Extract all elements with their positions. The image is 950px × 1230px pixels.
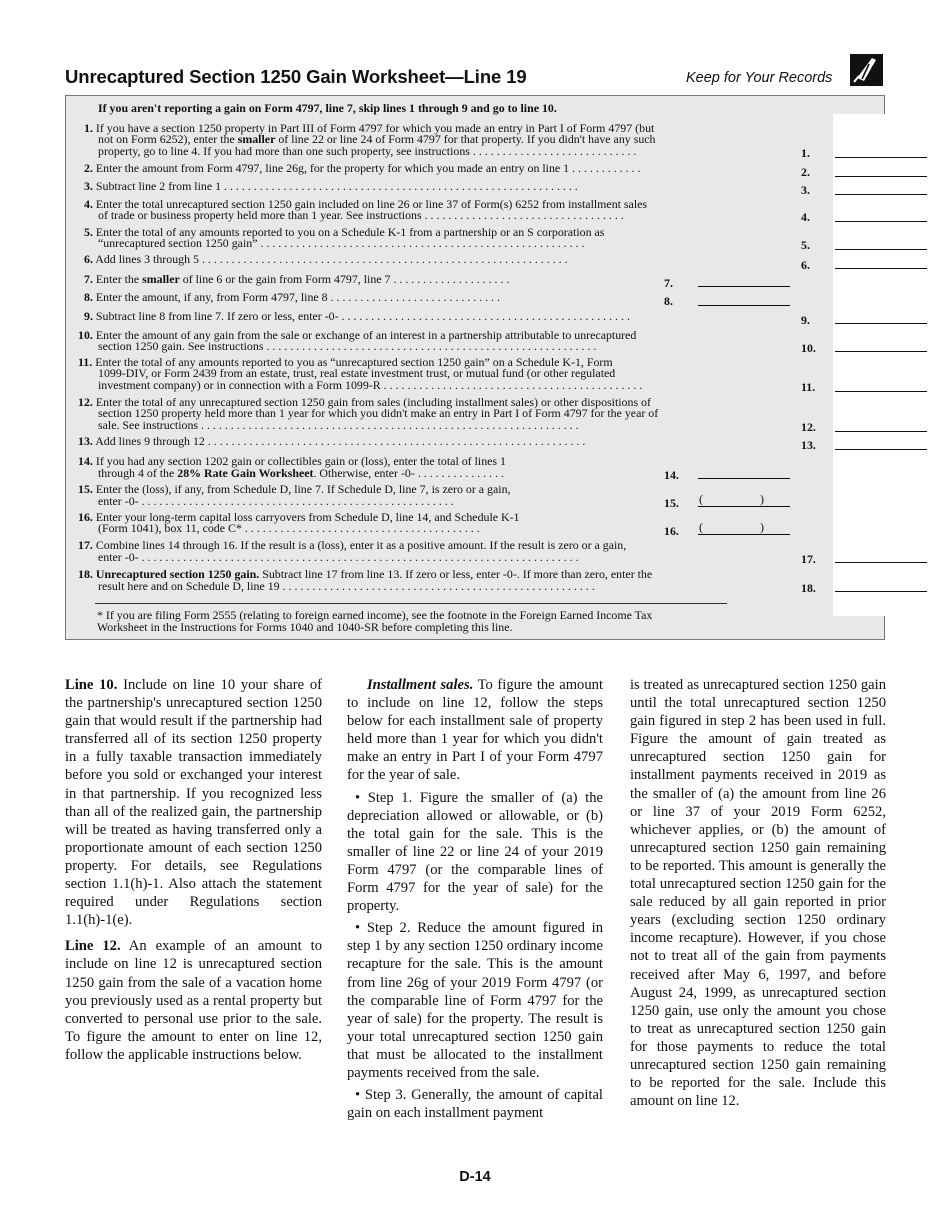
line-5-text: 5. Enter the total of any amounts reported to you on a Schedule K-1 from a partnership or an S corporation as (84, 225, 605, 239)
line-15-label: 15. (664, 496, 679, 510)
line-16-input-line (698, 534, 790, 535)
line-11-text-c: investment company) or in connection with a Form 1099-R . . . . . . . . . . . . . . . . . . . . . . . . . . . . . . . . . . . . . . . . . . . . (98, 378, 643, 392)
line-2-label: 2. (801, 165, 810, 179)
paragraph-step-3: • Step 3. Generally, the amount of capital gain on each installment payment (347, 1087, 603, 1122)
line-11-text-b: 1099-DIV, or Form 2439 from an estate, trust, real estate investment trust, or mutual fund (or other regulated (98, 366, 616, 380)
worksheet-footnote: * If you are filing Form 2555 (relating to foreign earned income), see the footnote in the Foreign Earned Income Tax Worksheet in the Instructions for Forms 1040 and 1040-SR before completing this line. (97, 608, 653, 634)
line-11-label: 11. (801, 380, 816, 394)
line-9-text: 9. Subtract line 8 from line 7. If zero or less, enter -0- . . . . . . . . . . . . . . . . . . . . . . . . . . . . . . . . . . . . . . . . . . . . . . . . . (84, 309, 630, 323)
keep-records-label: Keep for Your Records (686, 70, 833, 86)
paragraph-step-2: • Step 2. Reduce the amount figured in step 1 by any section 1250 ordinary income recapture for the sale. This is the amount from line 26g of your 2019 Form 4797 (or the comparable line of Form 4797 for the year of sale) for the property. The result is your total unrecaptured section 1250 gain that must be allocated to the installment payments received from the sale. (347, 920, 603, 1081)
amount-column (833, 114, 929, 616)
line-3-text: 3. Subtract line 2 from line 1 . . . . . . . . . . . . . . . . . . . . . . . . . . . . . . . . . . . . . . . . . . . . . . . . . . . . . . . . . . . . (84, 179, 578, 193)
line-18-text-b: result here and on Schedule D, line 19 . . . . . . . . . . . . . . . . . . . . . . . . . . . . . . . . . . . . . . . . . . . . . . . . . . . . . (98, 579, 595, 593)
line-16-text: 16. Enter your long-term capital loss carryovers from Schedule D, line 14, and Schedule K-1 (78, 510, 520, 524)
line-4-label: 4. (801, 210, 810, 224)
line-11-input[interactable] (835, 391, 927, 392)
line-11-text: 11. Enter the total of any amounts reported to you as “unrecaptured section 1250 gain” on a Schedule K-1, Form (78, 355, 613, 369)
line-3-input[interactable] (835, 194, 927, 195)
line-18-text: 18. Unrecaptured section 1250 gain. Subtract line 17 from line 13. If zero or less, enter -0-. If more than zero, enter the (78, 567, 653, 581)
line-16-text-b: (Form 1041), box 11, code C* . . . . . . . . . . . . . . . . . . . . . . . . . . . . . . . . . . . . . . . . (98, 521, 480, 535)
line-7-text: 7. Enter the smaller of line 6 or the gain from Form 4797, line 7 . . . . . . . . . . . . . . . . . . . . (84, 272, 510, 286)
line-10-text: 10. Enter the amount of any gain from the sale or exchange of an interest in a partnership attributable to unrecaptured (78, 328, 637, 342)
line-15-text: 15. Enter the (loss), if any, from Schedule D, line 7. If Schedule D, line 7, is zero or a gain, (78, 482, 511, 496)
line-7-label: 7. (664, 276, 673, 290)
line-14-label: 14. (664, 468, 679, 482)
line-8-input[interactable] (698, 305, 790, 306)
line-15-text-b: enter -0- . . . . . . . . . . . . . . . . . . . . . . . . . . . . . . . . . . . . . . . . . . . . . . . . . . . . . (98, 494, 454, 508)
line-17-text: 17. Combine lines 14 through 16. If the result is a (loss), enter it as a positive amount. If the result is zero or a gain, (78, 538, 627, 552)
worksheet-box: If you aren't reporting a gain on Form 4797, line 7, skip lines 1 through 9 and go to line 10. 1. If you have a section 1250 property in Part III of Form 4797 for which you made an entry in Part I of Form 4797 (but not on Form 6252), enter the smaller of line 22 or line 24 of Form 4797 for that property. If you didn't have any such property, go to line 4. If you had more than one such property, see instructions . . . . . . . . . . . . . . . . . . . . . . . . . . . . 1. 2. Enter the amount from Form 4797, line 26g, for the property for which you made an entry on line 1 . . . . . . . . . . . . 2. 3. Subtract line 2 from line 1 . . . . . . . . . . . . . . . . . . . . . . . . . . . . . . . . . . . . . . . . . . . . . . . . . . . . . . . . . . . . 3. 4. Enter the total unrecaptured section 1250 gain included on line 26 or line 37 of Form(s) 6252 from installment sales of trade or business property held more than 1 year. See instructions . . . . . . . . . . . . . . . . . . . . . . . . . . . . . . . . . . 4. 5. Enter the total of any amounts reported to you on a Schedule K-1 from a partnership or an S corporation as “unrecaptured section 1250 gain” . . . . . . . . . . . . . . . . . . . . . . . . . . . . . . . . . . . . . . . . . . . . . . . . . . . . . . . 5. 6. Add lines 3 through 5 . . . . . . . . . . . . . . . . . . . . . . . . . . . . . . . . . . . . . . . . . . . . . . . . . . . . . . . . . . . . . . 6. 7. Enter the smaller of line 6 or the gain from Form 4797, line 7 . . . . . . . . . . . . . . . . . . . . 7. 8. Enter the amount, if any, from Form 4797, line 8 . . . . . . . . . . . . . . . . . . . . . . . . . . . . . 8. 9. Subtract line 8 from line 7. If zero or less, enter -0- . . . . . . . . . . . . . . . . . . . . . . . . . . . . . . . . . . . . . . . . . . . . . . . . . 9. 10. Enter the amount of any gain from the sale or exchange of an interest in a partnership attributable to unrecaptured section 1250 gain. See instructions . . . . . . . . . . . . . . . . . . . . . . . . . . . . . . . . . . . . . . . . . . . . . . . . . . . . . . . . 10. 11. Enter the total of any amounts reported to you as “unrecaptured section 1250 gain” on a Schedule K-1, Form 1099-DIV, or Form 2439 from an estate, trust, real estate investment trust, or mutual fund (or other regulated investment company) or in connection with a Form 1099-R . . . . . . . . . . . . . . . . . . . . . . . . . . . . . . . . . . . . . . . . . . . . 11. 12. Enter the total of any unrecaptured section 1250 gain from sales (including installment sales) or other dispositions of section 1250 property held more than 1 year for which you didn't make an entry in Part I of Form 4797 for the year of sale. See instructions . . . . . . . . . . . . . . . . . . . . . . . . . . . . . . . . . . . . . . . . . . . . . . . . . . . . . . . . . . . . . . . . 12. 13. Add lines 9 through 12 . . . . . . . . . . . . . . . . . . . . . . . . . . . . . . . . . . . . . . . . . . . . . . . . . . . . . . . . . . . . . . . . 13. 14. If you had any section 1202 gain or collectibles gain or (loss), enter the total of lines 1 through 4 of the 28% Rate Gain Worksheet. Otherwise, enter -0- . . . . . . . . . . . . . . . 14. 15. Enter the (loss), if any, from Schedule D, line 7. If Schedule D, line 7, is zero or a gain, enter -0- . . . . . . . . . . . . . . . . . . . . . . . . . . . . . . . . . . . . . . . . . . . . . . . . . . . . . 15. ( ) 16. Enter your long-term capital loss carryovers from Schedule D, line 14, and Schedule K-1 (Form 1041), box 11, code C* . . . . . . . . . . . . . . . . . . . . . . . . . . . . . . . . . . . . . . . . 16. ( ) 17. Combine lines 14 through 16. If the result is a (loss), enter it as a positive amount. If the result is zero or a gain, enter -0- . . . . . . . . . . . . . . . . . . . . . . . . . . . . . . . . . . . . . . . . . . . . . . . . . . . . . . . . . . . . . . . . . . . . . . . . . . 17. 18. Unrecaptured section 1250 gain. Subtract line 17 from line 13. If zero or less, enter -0-. If more than zero, enter the result here and on Schedule D, line 19 . . . . . . . . . . . . . . . . . . . . . . . . . . . . . . . . . . . . . . . . . . . . . . . . . . . . . 18. (65, 95, 885, 640)
line-12-input[interactable] (835, 431, 927, 432)
line-12-text-b: section 1250 property held more than 1 year for which you didn't make an entry in Part I of Form 4797 for the year of (98, 406, 659, 420)
page-title: Unrecaptured Section 1250 Gain Worksheet—Line 19 (65, 66, 527, 87)
line-1-input[interactable] (835, 157, 927, 158)
line-18-input[interactable] (835, 591, 927, 592)
line-13-input[interactable] (835, 449, 927, 450)
line-5-label: 5. (801, 238, 810, 252)
line-7-input[interactable] (698, 286, 790, 287)
line-2-text: 2. Enter the amount from Form 4797, line 26g, for the property for which you made an entry on line 1 . . . . . . . . . . . . (84, 161, 641, 175)
line-10-text-b: section 1250 gain. See instructions . . . . . . . . . . . . . . . . . . . . . . . . . . . . . . . . . . . . . . . . . . . . . . . . . . . . . . . . (98, 339, 597, 353)
line-9-input[interactable] (835, 323, 927, 324)
line-14-input[interactable] (698, 478, 790, 479)
footnote-divider (95, 603, 727, 604)
line-15-input-line (698, 506, 790, 507)
line-5-input[interactable] (835, 249, 927, 250)
line-13-label: 13. (801, 438, 816, 452)
line-4-input[interactable] (835, 221, 927, 222)
line-8-label: 8. (664, 294, 673, 308)
line-4-text-b: of trade or business property held more than 1 year. See instructions . . . . . . . . . . . . . . . . . . . . . . . . . . . . . . . . . . (98, 208, 624, 222)
line-1-label: 1. (801, 146, 810, 160)
instructions-column-2 (347, 676, 603, 1122)
line-4-text: 4. Enter the total unrecaptured section 1250 gain included on line 26 or line 37 of Form(s) 6252 from installment sales (84, 197, 648, 211)
line-12-label: 12. (801, 420, 816, 434)
line-6-label: 6. (801, 258, 810, 272)
line-17-text-b: enter -0- . . . . . . . . . . . . . . . . . . . . . . . . . . . . . . . . . . . . . . . . . . . . . . . . . . . . . . . . . . . . . . . . . . . . . . . . . . (98, 550, 579, 564)
line-1-text-b: not on Form 6252), enter the smaller of line 22 or line 24 of Form 4797 for that property. If you didn't have any such (98, 132, 656, 146)
instructions-column-1 (65, 676, 322, 1064)
worksheet-intro: If you aren't reporting a gain on Form 4797, line 7, skip lines 1 through 9 and go to line 10. (98, 101, 557, 115)
line-17-input[interactable] (835, 562, 927, 563)
line-12-text: 12. Enter the total of any unrecaptured section 1250 gain from sales (including installment sales) or other dispositions of (78, 395, 651, 409)
line-17-label: 17. (801, 552, 816, 566)
paragraph-line-12: Line 12. An example of an amount to include on line 12 is unrecaptured section 1250 gain from the sale of a vacation home you previously used as a rental property but converted to personal use prior to the sale. To figure the amount to enter on line 12, follow the applicable instructions below. (65, 938, 322, 1063)
paragraph-step-3-continued: is treated as unrecaptured section 1250 gain until the total unrecaptured section 1250 gain figured in step 2 has been used in full. Figure the amount of gain treated as unrecaptured section 1250 gain for installment payments received in 2019 as the smaller of (a) the amount from line 26 or line 37 of your 2019 Form 6252, whichever applies, or (b) the amount of unrecaptured section 1250 gain remaining to be reported. This amount is generally the total unrecaptured section 1250 gain for the sale reduced by all gain reported in prior years (excluding section 1250 ordinary income recapture). However, if you chose not to treat all of the gain from payments received after May 6, 1997, and before August 24, 1999, as unrecaptured section 1250 gain, use only the amount you chose to treat as unrecaptured section 1250 gain for those payments to reduce the total unrecaptured section 1250 gain remaining to be reported for the sale. Include this amount on line 12. (630, 677, 886, 1110)
line-18-label: 18. (801, 581, 816, 595)
line-13-text: 13. Add lines 9 through 12 . . . . . . . . . . . . . . . . . . . . . . . . . . . . . . . . . . . . . . . . . . . . . . . . . . . . . . . . . . . . . . . . (78, 434, 586, 448)
line-3-label: 3. (801, 183, 810, 197)
paragraph-line-10: Line 10. Include on line 10 your share of the partnership's unrecaptured section 1250 gain that would result if the partnership had transferred all of its section 1250 property in a fully taxable transaction immediately before you sold or exchanged your interest in that partnership. If you recognized less than all of the realized gain, the partnership will be treated as having transferred only a proportionate amount of each section 1250 property. For details, see Regulations section 1.1(h)-1. Also attach the statement required under Regulations section 1.1(h)-1(e). (65, 677, 322, 929)
paragraph-installment-sales: Installment sales. To figure the amount to include on line 12, follow the steps below for each installment sale of property held more than 1 year for which you didn't make an entry in Part I of your Form 4797 for the year of sale. (347, 677, 603, 784)
line-8-text: 8. Enter the amount, if any, from Form 4797, line 8 . . . . . . . . . . . . . . . . . . . . . . . . . . . . . (84, 290, 501, 304)
instructions-column-3 (630, 676, 886, 1110)
line-12-text-c: sale. See instructions . . . . . . . . . . . . . . . . . . . . . . . . . . . . . . . . . . . . . . . . . . . . . . . . . . . . . . . . . . . . . . . . (98, 418, 579, 432)
line-10-label: 10. (801, 341, 816, 355)
line-1-text-c: property, go to line 4. If you had more than one such property, see instructions . . . . . . . . . . . . . . . . . . . . . . . . . . . . (98, 144, 637, 158)
line-14-text: 14. If you had any section 1202 gain or collectibles gain or (loss), enter the total of lines 1 (78, 454, 506, 468)
pen-paper-icon (850, 54, 883, 86)
page-number: D-14 (459, 1169, 491, 1185)
line-14-text-b: through 4 of the 28% Rate Gain Worksheet. Otherwise, enter -0- . . . . . . . . . . . . . . . (98, 466, 505, 480)
paragraph-step-1: • Step 1. Figure the smaller of (a) the depreciation allowed or allowable, or (b) the total gain for the sale. This is the smaller of line 22 or line 24 of your 2019 Form 4797 (or the comparable lines of Form 4797 for the year of sale) for the property. (347, 789, 603, 915)
line-2-input[interactable] (835, 176, 927, 177)
line-9-label: 9. (801, 313, 810, 327)
line-6-text: 6. Add lines 3 through 5 . . . . . . . . . . . . . . . . . . . . . . . . . . . . . . . . . . . . . . . . . . . . . . . . . . . . . . . . . . . . . . (84, 252, 568, 266)
line-6-input[interactable] (835, 268, 927, 269)
line-5-text-b: “unrecaptured section 1250 gain” . . . . . . . . . . . . . . . . . . . . . . . . . . . . . . . . . . . . . . . . . . . . . . . . . . . . . . . (98, 236, 585, 250)
line-1-text: 1. If you have a section 1250 property in Part III of Form 4797 for which you made an entry in Part I of Form 4797 (but (84, 121, 655, 135)
line-10-input[interactable] (835, 351, 927, 352)
line-16-label: 16. (664, 524, 679, 538)
